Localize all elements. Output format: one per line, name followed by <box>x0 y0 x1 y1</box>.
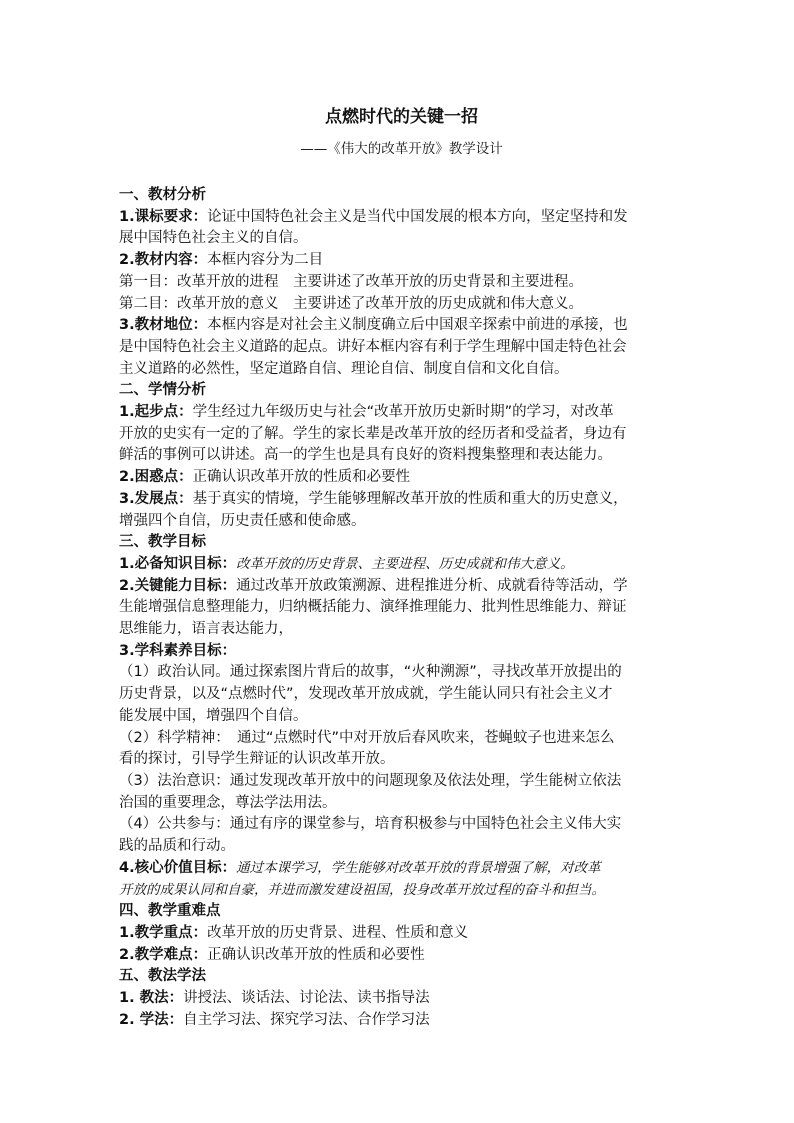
paragraph-starting-point <box>119 402 684 424</box>
paragraph-text: 通过本课学习，学生能够对改革开放的背景增强了解，对改革 <box>236 859 601 876</box>
list-item-public-participation: （4）公共参与：通过有序的课堂参与，培育积极参与中国特色社会主义伟大实 <box>119 816 622 833</box>
paragraph-line: 展中国特色社会主义的自信。 <box>119 230 308 247</box>
paragraph-text: 本框内容是对社会主义制度确立后中国艰辛探索中前进的承接，也 <box>207 317 628 334</box>
paragraph-teaching-method <box>119 988 684 1010</box>
section-heading-student-analysis: 二、学情分析 <box>119 382 206 399</box>
paragraph-label: 1. 教法： <box>119 990 184 1007</box>
paragraph-label: 3.发展点： <box>119 490 193 507</box>
paragraph-line: 第二目：改革开放的意义 主要讲述了改革开放的历史成就和伟大意义。 <box>119 295 583 312</box>
paragraph-line: 能发展中国，增强四个自信。 <box>119 707 308 724</box>
paragraph-literacy-objective: 3.学科素养目标： <box>119 642 237 659</box>
paragraph-line: 践的品质和行动。 <box>119 838 235 855</box>
paragraph-text: 基于真实的情境，学生能够理解改革开放的性质和重大的历史意义， <box>192 490 628 507</box>
paragraph-line: 主义道路的必然性，坚定道路自信、理论自信、制度自信和文化自信。 <box>119 360 569 377</box>
paragraph-textbook-content <box>119 250 684 272</box>
paragraph-line: 治国的重要理念，尊法学法用法。 <box>119 794 337 811</box>
paragraph-core-value-objective <box>119 858 684 880</box>
paragraph-text: 讲授法、谈话法、讨论法、读书指导法 <box>183 990 430 1007</box>
paragraph-line: 第一目：改革开放的进程 主要讲述了改革开放的历史背景和主要进程。 <box>119 273 583 290</box>
paragraph-line: 是中国特色社会主义道路的起点。讲好本框内容有利于学生理解中国走特色社会 <box>119 338 627 355</box>
paragraph-label: 1.起步点： <box>119 404 193 421</box>
paragraph-label: 2. 学法： <box>119 1011 184 1028</box>
paragraph-line: 看的探讨，引导学生辩证的认识改革开放。 <box>119 751 395 768</box>
paragraph-line: 开放的成果认同和自豪，并进而激发建设祖国，投身改革开放过程的奋斗和担当。 <box>119 881 605 898</box>
paragraph-label: 1.必备知识目标： <box>119 555 237 572</box>
paragraph-teaching-difficulty <box>119 945 684 967</box>
paragraph-text: 论证中国特色社会主义是当代中国发展的根本方向，坚定坚持和发 <box>207 208 628 225</box>
paragraph-learning-method <box>119 1010 684 1032</box>
paragraph-text: 本框内容分为二目 <box>207 252 324 269</box>
paragraph-text: 正确认识改革开放的性质和必要性 <box>192 469 411 486</box>
paragraph-line: 生能增强信息整理能力，归纳概括能力、演绎推理能力、批判性思维能力、辩证 <box>119 599 627 616</box>
paragraph-label: 2.困惑点： <box>119 469 193 486</box>
paragraph-label: 2.教材内容： <box>119 252 208 269</box>
paragraph-teaching-focus <box>119 923 684 945</box>
paragraph-text: 正确认识改革开放的性质和必要性 <box>207 946 425 963</box>
section-heading-teaching-objectives: 三、教学目标 <box>119 534 206 551</box>
list-item-political-identity: （1）政治认同。通过探索图片背后的故事，“火种溯源”，寻找改革开放提出的 <box>119 664 622 681</box>
paragraph-text: 改革开放的历史背景、进程、性质和意义 <box>207 924 469 941</box>
paragraph-line: 增强四个自信，历史责任感和使命感。 <box>119 512 366 529</box>
document-title: 点燃时代的关键一招 <box>325 107 478 127</box>
paragraph-label: 2.关键能力目标： <box>119 577 237 594</box>
paragraph-line: 思维能力，语言表达能力， <box>119 621 293 638</box>
list-item-rule-of-law: （3）法治意识：通过发现改革开放中的问题现象及依法处理，学生能树立依法 <box>119 772 622 789</box>
paragraph-label: 3.教材地位： <box>119 317 208 334</box>
list-item-scientific-spirit: （2）科学精神： 通过“点燃时代”中对开放后春风吹来，苍蝇蚊子也进来怎么 <box>119 729 615 746</box>
paragraph-knowledge-objective <box>119 554 684 576</box>
paragraph-label: 2.教学难点： <box>119 946 208 963</box>
paragraph-label: 1.课标要求： <box>119 208 208 225</box>
paragraph-line: 历史背景，以及“点燃时代”，发现改革开放成就，学生能认同只有社会主义才 <box>119 686 613 703</box>
paragraph-ability-objective <box>119 576 684 598</box>
paragraph-text: 通过改革开放政策溯源、进程推进分析、成就看待等活动，学 <box>236 577 628 594</box>
paragraph-label: 4.核心价值目标： <box>119 859 237 876</box>
paragraph-line: 鲜活的事例可以讲述。高一的学生也是具有良好的资料搜集整理和表达能力。 <box>119 447 612 464</box>
paragraph-label: 1.教学重点： <box>119 924 208 941</box>
paragraph-line: 开放的史实有一定的了解。学生的家长辈是改革开放的经历者和受益者，身边有 <box>119 425 627 442</box>
paragraph-curriculum-requirement <box>119 207 684 229</box>
document-body <box>119 106 684 1031</box>
paragraph-text: 改革开放的历史背景、主要进程、历史成就和伟大意义。 <box>236 555 574 572</box>
paragraph-textbook-position <box>119 315 684 337</box>
section-heading-textbook-analysis: 一、教材分析 <box>119 187 206 203</box>
paragraph-text: 学生经过九年级历史与社会“改革开放历史新时期”的学习，对改革 <box>192 404 614 421</box>
paragraph-confusion-point <box>119 467 684 489</box>
paragraph-development-point <box>119 489 684 511</box>
paragraph-text: 自主学习法、探究学习法、合作学习法 <box>183 1011 430 1028</box>
section-heading-teaching-methods: 五、教法学法 <box>119 968 206 985</box>
document-subtitle: ——《伟大的改革开放》教学设计 <box>300 141 503 157</box>
section-heading-key-difficult-points: 四、教学重难点 <box>119 903 221 920</box>
